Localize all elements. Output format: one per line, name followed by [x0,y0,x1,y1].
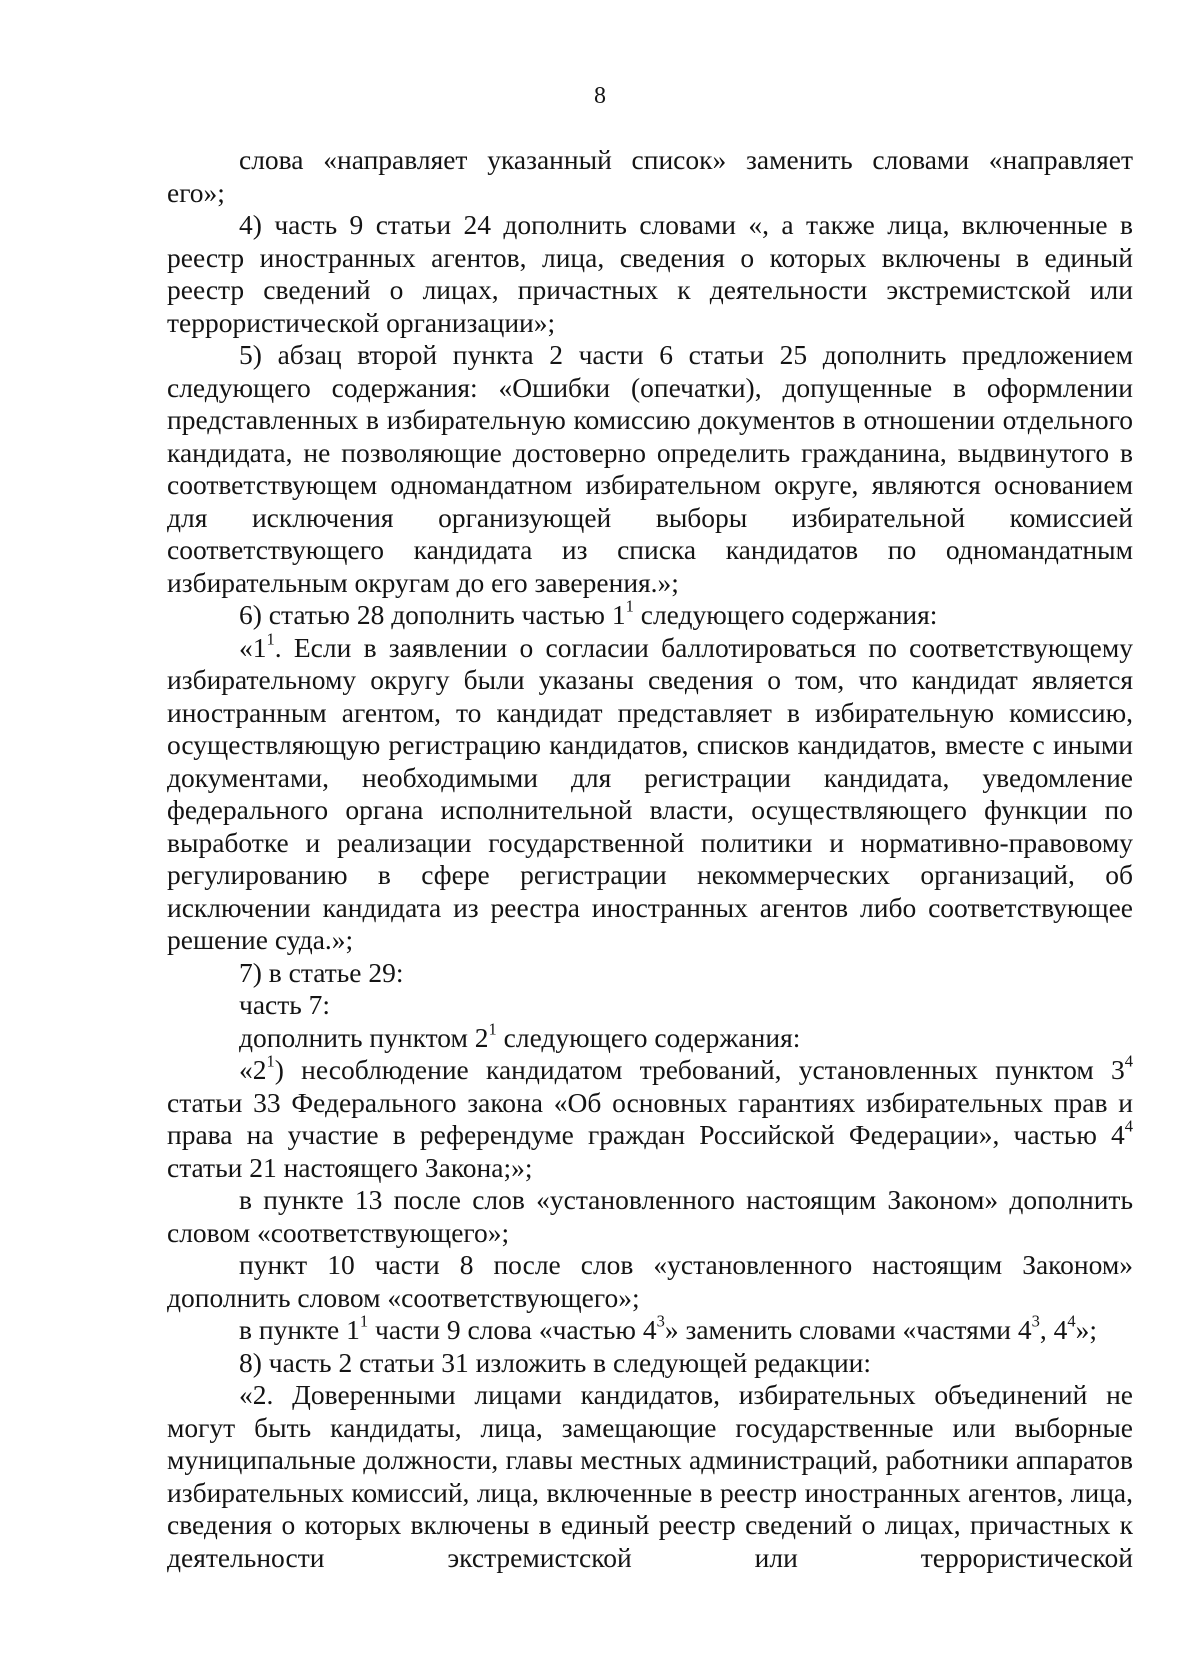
text-run: «1 [239,631,267,663]
paragraph-quote-2 [167,1379,1133,1574]
text-run: следующего содержания: [496,1021,801,1053]
paragraph-quote-2-1 [167,1051,1133,1184]
superscript: 3 [1031,1311,1040,1331]
text-run: следующего содержания: [633,599,938,630]
superscript: 4 [1124,1051,1133,1071]
superscript: 4 [1124,1116,1133,1136]
text-run: статьи 21 настоящего Закона;»; [167,1151,533,1183]
text-line: слова «направляет указанный список» заменить словами «направляет [239,144,1133,175]
text-run: части 9 слова «частью 4 [368,1314,657,1345]
text-run: , 4 [1039,1314,1068,1345]
text-run: . Если в заявлении о согласии баллотироваться по соответствующему избирательному округу были указаны сведения о том, что кандидат является иностранным агентом, то кандидат представляет в избирательную комиссию, осуществляющую регистрацию кандидатов, списков кандидатов, вместе с иными документами, необходимыми для регистрации кандидата, уведомление федерального органа исполнительной власти, осуществляющего функции по выработке и реализации государственной политики и нормативно-правовому регулированию в сфере регистрации некоммерческих организаций, об исключении кандидата из реестра иностранных агентов либо соответствующее решение суда.»; [167,631,1133,955]
text-run: статьи 33 Федерального закона «Об основных гарантиях избирательных прав и права на участие в референдуме граждан Российской Федерации», частью 4 [167,1086,1133,1150]
text-run: в пункте 1 [239,1314,360,1345]
text-line: его»; [167,176,225,208]
paragraph-item-5: 5) абзац второй пункта 2 части 6 статьи 25 дополнить предложением следующего содержания: «Ошибки (опечатки), допущенные в оформлении представленных в избирательную комиссию документов в отношении отдельного кандидата, не позволяющие достоверно определить гражданина, выдвинутого в соответствующем одномандатном избирательном округе, являются основанием для исключения организующей выборы избирательной комиссией соответствующего кандидата из списка кандидатов по одномандатным избирательным округам до его заверения.»; [167,339,1133,598]
superscript: 1 [266,629,275,649]
superscript: 1 [359,1311,369,1331]
text-run: «2 [239,1054,267,1085]
paragraph-continuation [167,144,1133,177]
paragraph-item-8: 8) часть 2 статьи 31 изложить в следующей редакции: [239,1346,872,1378]
paragraph-point-1-1 [167,1311,1133,1347]
text-run: 6) статью 28 дополнить частью 1 [239,599,626,630]
paragraph-part-7: часть 7: [239,989,331,1020]
text-run: ) несоблюдение кандидатом требований, установленных пунктом 3 [274,1054,1125,1085]
superscript: 4 [1067,1311,1076,1331]
paragraph-quote-1-1 [167,629,1133,957]
page-number: 8 [594,83,606,109]
text-run: «2. Доверенными лицами кандидатов, избирательных объединений не могут быть кандидаты, лица, замещающие государственные или выборные муниципальные должности, главы местных администраций, работники аппаратов избирательных комиссий, лица, включенные в реестр иностранных агентов, лица, сведения о которых включены в единый реестр сведений о лицах, причастных к деятельности экстремистской или террористической [167,1379,1133,1573]
paragraph-item-4: 4) часть 9 статьи 24 дополнить словами «, а также лица, включенные в реестр иностранных агентов, лица, сведения о которых включены в единый реестр сведений о лицах, причастных к деятельности экстремистской или террористической организации»; [167,209,1133,338]
paragraph-point-10: пункт 10 части 8 после слов «установленного настоящим Законом» дополнить словом «соответствующего»; [167,1249,1133,1313]
text-run: »; [1075,1314,1097,1345]
paragraph-add-point [167,1019,1133,1055]
superscript: 1 [625,596,634,616]
paragraph-point-13: в пункте 13 после слов «установленного настоящим Законом» дополнить словом «соответствующего»; [167,1184,1133,1248]
paragraph-item-6 [167,596,1133,632]
paragraph-item-7: 7) в статье 29: [239,956,404,988]
paragraph-continuation-end [167,177,1133,210]
superscript: 3 [656,1311,665,1331]
superscript: 1 [488,1019,497,1039]
text-run: дополнить пунктом 2 [239,1021,489,1053]
document-body [167,144,1133,1574]
text-run: » заменить словами «частями 4 [664,1314,1032,1345]
superscript: 1 [266,1051,275,1071]
